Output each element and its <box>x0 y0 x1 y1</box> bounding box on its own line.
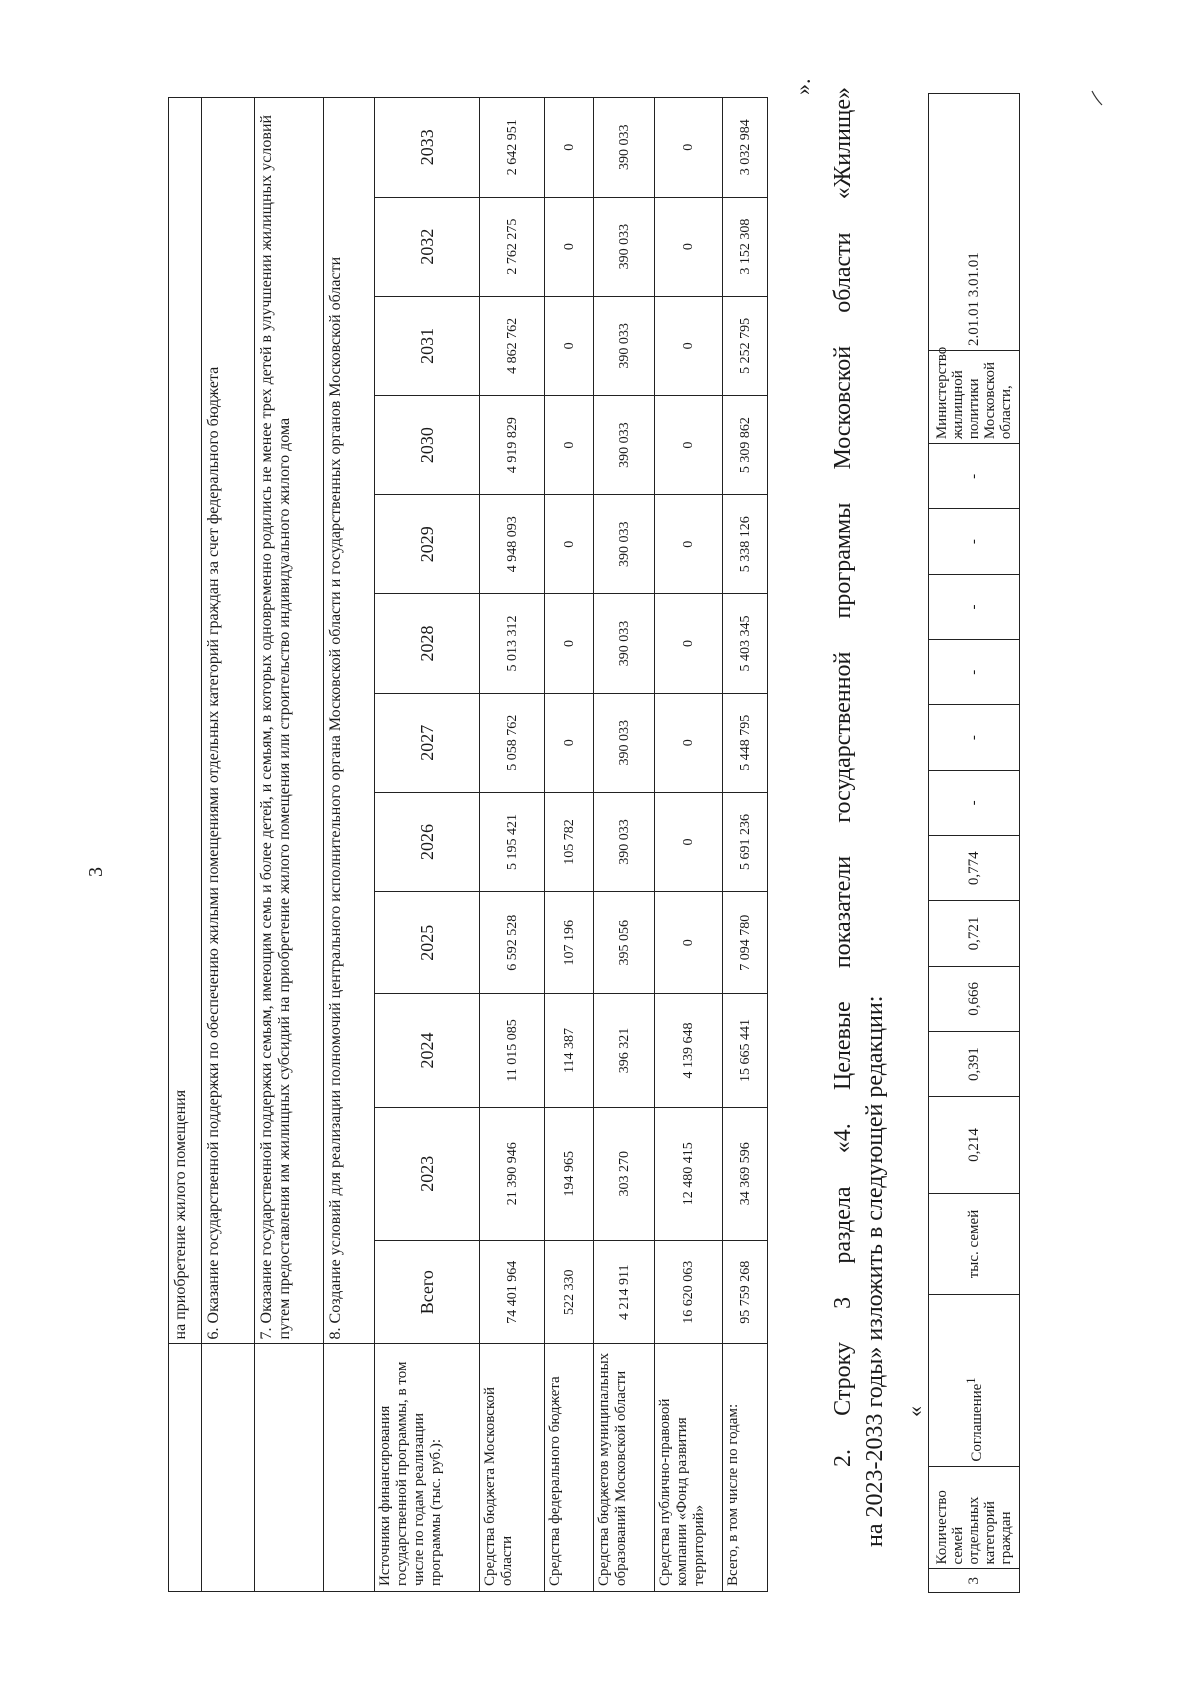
table-cell: 395 056 <box>594 892 655 994</box>
column-header: 2031 <box>375 296 480 395</box>
table-cell: 390 033 <box>594 693 655 792</box>
row-number: 3 <box>929 1569 1020 1593</box>
column-header: 2025 <box>375 892 480 994</box>
table-row <box>480 98 545 1592</box>
column-header: 2026 <box>375 792 480 891</box>
indicator-type <box>929 1295 1020 1466</box>
row-label: Всего, в том числе по годам: <box>723 1344 768 1592</box>
table-cell: 0 <box>545 98 594 198</box>
table-cell: - <box>929 640 1020 705</box>
table-cell: 5 338 126 <box>723 495 768 594</box>
table-cell: 0 <box>655 693 723 792</box>
table-cell: 0 <box>545 395 594 494</box>
table-cell: 0,391 <box>929 1031 1020 1096</box>
intro-row <box>169 98 202 1592</box>
table-cell: 0 <box>655 395 723 494</box>
indicator-name: Количество семей отдельных категорий граждан <box>929 1466 1020 1569</box>
table-cell: 0 <box>545 495 594 594</box>
column-header: 2030 <box>375 395 480 494</box>
table-cell: 16 620 063 <box>655 1240 723 1344</box>
table-cell: 107 196 <box>545 892 594 994</box>
intro-text: 6. Оказание государственной поддержки по обеспечению жилыми помещениями отдельных категорий граждан за счет федерального бюджета <box>202 98 255 1344</box>
table-cell: 0 <box>655 495 723 594</box>
column-header: Всего <box>375 1240 480 1344</box>
row-label: Средства федерального бюджета <box>545 1344 594 1592</box>
page-number: 3 <box>85 867 107 877</box>
table-cell: 4 862 762 <box>480 296 545 395</box>
table-cell: 0 <box>655 197 723 296</box>
financing-table <box>168 97 768 1592</box>
table-cell: 390 033 <box>594 594 655 693</box>
unit-cell: тыс. семей <box>929 1193 1020 1295</box>
table-cell: 2 762 275 <box>480 197 545 296</box>
intro-row <box>255 98 324 1592</box>
intro-row <box>324 98 375 1592</box>
indicator-type-text: Соглашение <box>969 1383 985 1462</box>
table-cell: 0 <box>545 594 594 693</box>
table-cell: 105 782 <box>545 792 594 891</box>
financing-header-row <box>375 98 480 1592</box>
table-cell: 0 <box>655 594 723 693</box>
responsible-cell: Министерство жилищной политики Московской области, <box>929 351 1020 444</box>
table-cell: 114 387 <box>545 994 594 1107</box>
table-cell: 0 <box>545 296 594 395</box>
opening-quote: « <box>902 1406 927 1417</box>
column-header: 2027 <box>375 693 480 792</box>
amendment-paragraph-line-1: 2. Строку 3 раздела «4. Целевые показатели государственной программы Московской области «Жилище» <box>830 87 856 1467</box>
table-row <box>929 94 1020 1593</box>
table-cell: 0 <box>655 792 723 891</box>
table-cell: 5 403 345 <box>723 594 768 693</box>
intro-row <box>202 98 255 1592</box>
table-cell: - <box>929 705 1020 770</box>
table-cell: 5 195 421 <box>480 792 545 891</box>
table-row-total <box>723 98 768 1592</box>
table-cell: 4 948 093 <box>480 495 545 594</box>
table-cell: 522 330 <box>545 1240 594 1344</box>
column-header: 2028 <box>375 594 480 693</box>
table-cell: 0,774 <box>929 836 1020 901</box>
table-cell: 3 152 308 <box>723 197 768 296</box>
table-cell: 7 094 780 <box>723 892 768 994</box>
table-row <box>594 98 655 1592</box>
intro-text: на приобретение жилого помещения <box>169 98 202 1344</box>
table-cell: 0 <box>655 892 723 994</box>
column-header: 2023 <box>375 1107 480 1240</box>
table-cell: 0,214 <box>929 1097 1020 1193</box>
table-row <box>545 98 594 1592</box>
table-cell: 5 448 795 <box>723 693 768 792</box>
amendment-paragraph-line-2: на 2023-2033 годы» изложить в следующей редакции: <box>862 995 888 1547</box>
table-cell: 390 033 <box>594 197 655 296</box>
table-cell: 5 013 312 <box>480 594 545 693</box>
table-cell: 15 665 441 <box>723 994 768 1107</box>
table-cell: 396 321 <box>594 994 655 1107</box>
table-row <box>655 98 723 1592</box>
table-cell: 74 401 964 <box>480 1240 545 1344</box>
row-label: Средства бюджетов муниципальных образований Московской области <box>594 1344 655 1592</box>
intro-text: 7. Оказание государственной поддержки семьям, имеющим семь и более детей, и семьям, в которых одновременно родились не менее трех детей в улучшении жилищных условий путем предоставления им жилищных субсидий на приобретение жилого помещения или строительство индивидуального жилого дома <box>255 98 324 1344</box>
table-cell: 34 369 596 <box>723 1107 768 1240</box>
table-cell: 0,666 <box>929 966 1020 1031</box>
table-cell: - <box>929 770 1020 835</box>
table-cell: 5 252 795 <box>723 296 768 395</box>
table-cell: 194 965 <box>545 1107 594 1240</box>
codes-cell: 2.01.01 3.01.01 <box>929 94 1020 351</box>
table-cell: 0 <box>545 197 594 296</box>
column-header: 2029 <box>375 495 480 594</box>
row-label: Средства бюджета Московской области <box>480 1344 545 1592</box>
table-cell: - <box>929 574 1020 639</box>
table-cell: - <box>929 509 1020 574</box>
table-cell: 12 480 415 <box>655 1107 723 1240</box>
table-cell: 5 309 862 <box>723 395 768 494</box>
table-cell: 6 592 528 <box>480 892 545 994</box>
pen-stroke-mark <box>1090 89 1104 107</box>
financing-header-label: Источники финансирования государственной программы, в том числе по годам реализации программы (тыс. руб.): <box>375 1344 480 1592</box>
table-cell: 5 058 762 <box>480 693 545 792</box>
table-cell: 3 032 984 <box>723 98 768 198</box>
indicators-table <box>928 93 1020 1593</box>
table-cell: 0 <box>655 296 723 395</box>
table-cell: 4 139 648 <box>655 994 723 1107</box>
table-cell: 390 033 <box>594 296 655 395</box>
row-label: Средства публично-правовой компании «Фонд развития территорий» <box>655 1344 723 1592</box>
intro-text: 8. Создание условий для реализации полномочий центрального исполнительного органа Московской области и государственных органов Московской области <box>324 98 375 1344</box>
table-cell: 390 033 <box>594 495 655 594</box>
table-cell: 0,721 <box>929 901 1020 966</box>
table-cell: 0 <box>545 693 594 792</box>
table-cell: 11 015 085 <box>480 994 545 1107</box>
table-cell: 2 642 951 <box>480 98 545 198</box>
table-cell: 303 270 <box>594 1107 655 1240</box>
table-cell: 4 214 911 <box>594 1240 655 1344</box>
table-cell: 5 691 236 <box>723 792 768 891</box>
closing-quote: ». <box>790 78 815 95</box>
table-cell: - <box>929 444 1020 509</box>
footnote-mark: 1 <box>964 1377 978 1384</box>
column-header: 2024 <box>375 994 480 1107</box>
column-header: 2032 <box>375 197 480 296</box>
table-cell: 4 919 829 <box>480 395 545 494</box>
column-header: 2033 <box>375 98 480 198</box>
table-cell: 0 <box>655 98 723 198</box>
table-cell: 95 759 268 <box>723 1240 768 1344</box>
table-cell: 21 390 946 <box>480 1107 545 1240</box>
table-cell: 390 033 <box>594 792 655 891</box>
table-cell: 390 033 <box>594 98 655 198</box>
table-cell: 390 033 <box>594 395 655 494</box>
